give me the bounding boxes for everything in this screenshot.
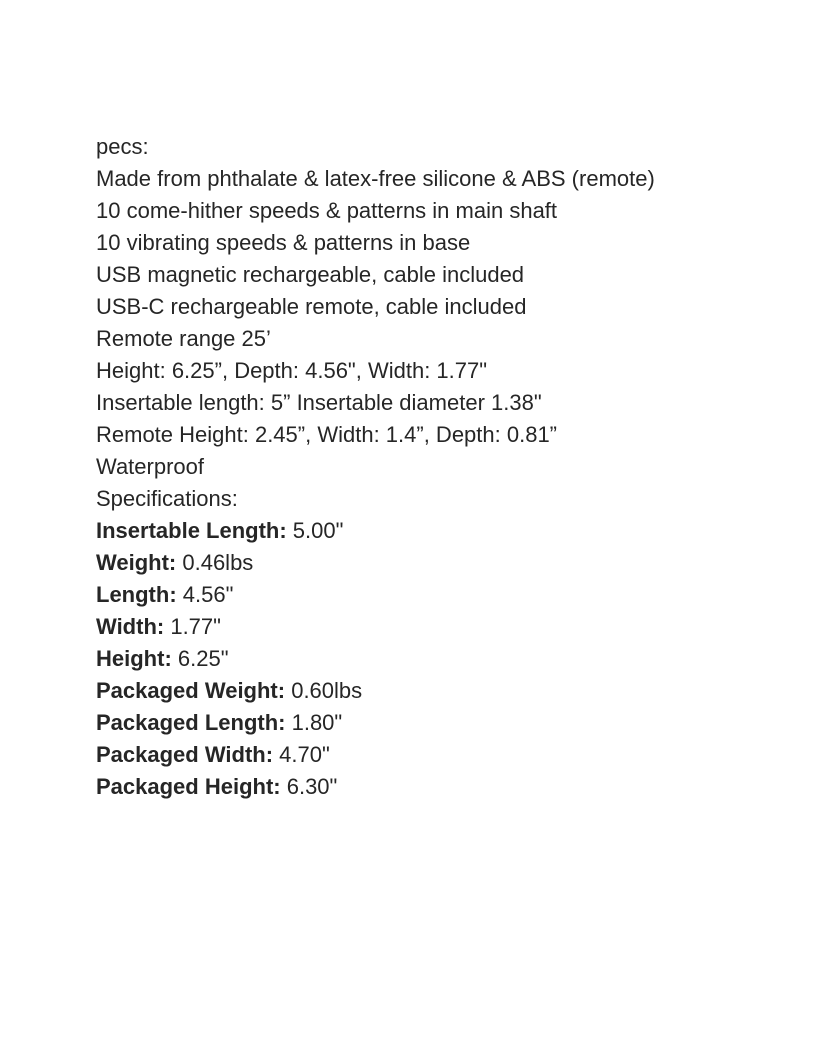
text-line: USB-C rechargeable remote, cable included [96, 294, 527, 319]
text-line: 10 vibrating speeds & patterns in base [96, 230, 471, 255]
spec-row-insertable-length [96, 515, 796, 547]
spec-value: 1.80" [285, 710, 343, 735]
text-line: 10 come-hither speeds & patterns in main shaft [96, 198, 558, 223]
spec-label: Packaged Weight: [96, 678, 286, 703]
spec-row-packaged-width [96, 739, 796, 771]
spec-label: Length: [96, 582, 177, 607]
spec-row-packaged-weight [96, 675, 796, 707]
text-line: Insertable length: 5” Insertable diameter 1.38" [96, 390, 542, 415]
text-line: Waterproof [96, 454, 205, 479]
spec-label: Packaged Width: [96, 742, 274, 767]
spec-value: 6.30" [280, 774, 338, 799]
spec-value: 0.60lbs [285, 678, 363, 703]
text-line: Remote range 25’ [96, 326, 271, 351]
document-body [96, 131, 796, 803]
text-line: USB magnetic rechargeable, cable included [96, 262, 525, 287]
spec-value: 0.46lbs [176, 550, 254, 575]
spec-value: 4.70" [273, 742, 330, 767]
spec-label: Packaged Height: [96, 774, 281, 799]
spec-label: Packaged Length: [96, 710, 286, 735]
spec-label: Width: [96, 614, 165, 639]
text-line: Height: 6.25”, Depth: 4.56", Width: 1.77" [96, 358, 488, 383]
spec-value: 5.00" [286, 518, 344, 543]
spec-value: 1.77" [164, 614, 221, 639]
spec-row-length [96, 579, 796, 611]
spec-row-packaged-length [96, 707, 796, 739]
spec-row-weight [96, 547, 796, 579]
spec-label: Insertable Length: [96, 518, 287, 543]
spec-row-height [96, 643, 796, 675]
specifications-heading: Specifications: [96, 486, 238, 511]
spec-label: Weight: [96, 550, 177, 575]
spec-row-width [96, 611, 796, 643]
text-line: Made from phthalate & latex-free silicone & ABS (remote) [96, 166, 655, 191]
text-line: Remote Height: 2.45”, Width: 1.4”, Depth: 0.81” [96, 422, 558, 447]
text-line: pecs: [96, 134, 149, 159]
spec-label: Height: [96, 646, 172, 671]
spec-value: 4.56" [176, 582, 234, 607]
spec-value: 6.25" [171, 646, 229, 671]
spec-row-packaged-height [96, 771, 796, 803]
